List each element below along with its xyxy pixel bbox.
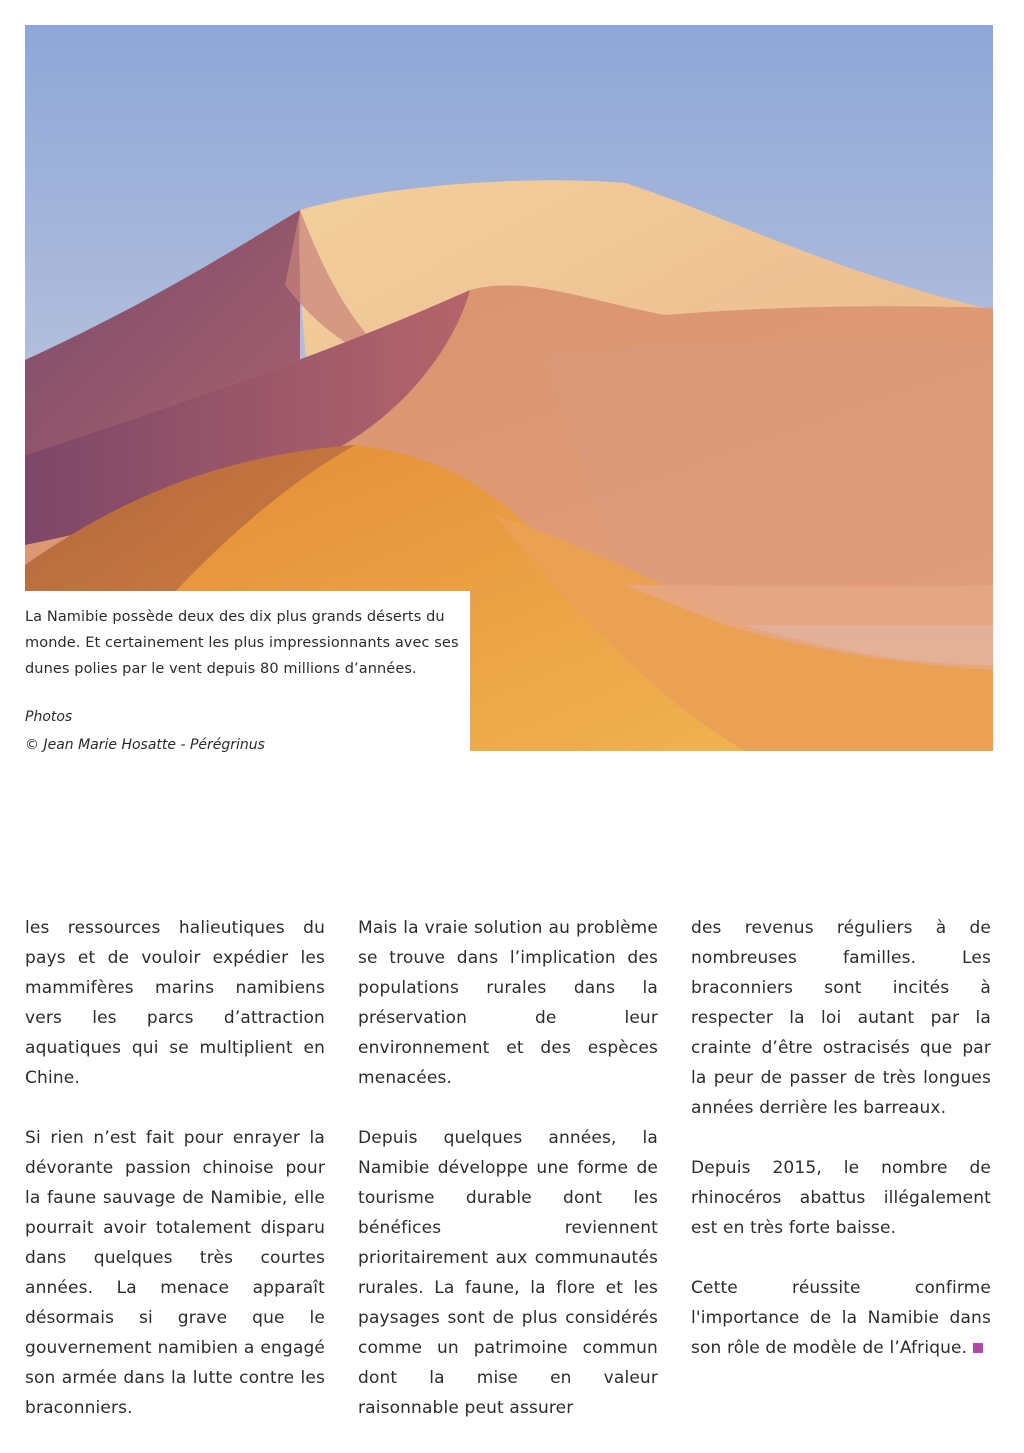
final-paragraph xyxy=(691,1273,991,1363)
text-column-3 xyxy=(691,913,991,1393)
caption-text: La Namibie possède deux des dix plus grands déserts du monde. Et certainement les plus impressionnants avec ses dunes polies par le vent depuis 80 millions d’années. xyxy=(25,609,459,677)
paragraph: des revenus réguliers à de nombreuses familles. Les braconniers sont incités à respecter la loi autant par la crainte d’être ostracisés que par la peur de passer de très longues années derrière les barreaux. xyxy=(691,918,991,1118)
end-of-article-mark xyxy=(973,1343,983,1353)
text-column-1 xyxy=(25,913,325,1453)
credit-name: © Jean Marie Hosatte - Pérégrinus xyxy=(25,737,265,753)
final-paragraph-text: Cette réussite confirme l'importance de la Namibie dans son rôle de modèle de l’Afrique. xyxy=(691,1278,991,1358)
text-column-2 xyxy=(358,913,658,1453)
paragraph: Mais la vraie solution au problème se trouve dans l’implication des populations rurales dans la préservation de leur environnement et des espèces menacées. xyxy=(358,918,658,1088)
photo-credit xyxy=(25,703,265,759)
credit-label: Photos xyxy=(25,709,73,725)
paragraph: Depuis quelques années, la Namibie développe une forme de tourisme durable dont les bénéfices reviennent prioritairement aux communautés rurales. La faune, la flore et les paysages sont de plus considérés comme un patrimoine commun dont la mise en valeur raisonnable peut assurer xyxy=(358,1128,658,1418)
paragraph: les ressources halieutiques du pays et de vouloir expédier les mammifères marins namibiens vers les parcs d’attraction aquatiques qui se multiplient en Chine. xyxy=(25,918,325,1088)
paragraph: Depuis 2015, le nombre de rhinocéros abattus illégalement est en très forte baisse. xyxy=(691,1158,991,1238)
photo-caption xyxy=(25,604,465,682)
paragraph: Si rien n’est fait pour enrayer la dévorante passion chinoise pour la faune sauvage de Namibie, elle pourrait avoir totalement disparu dans quelques très courtes années. La menace apparaît désormais si grave que le gouvernement namibien a engagé son armée dans la lutte contre les braconniers. xyxy=(25,1128,325,1418)
